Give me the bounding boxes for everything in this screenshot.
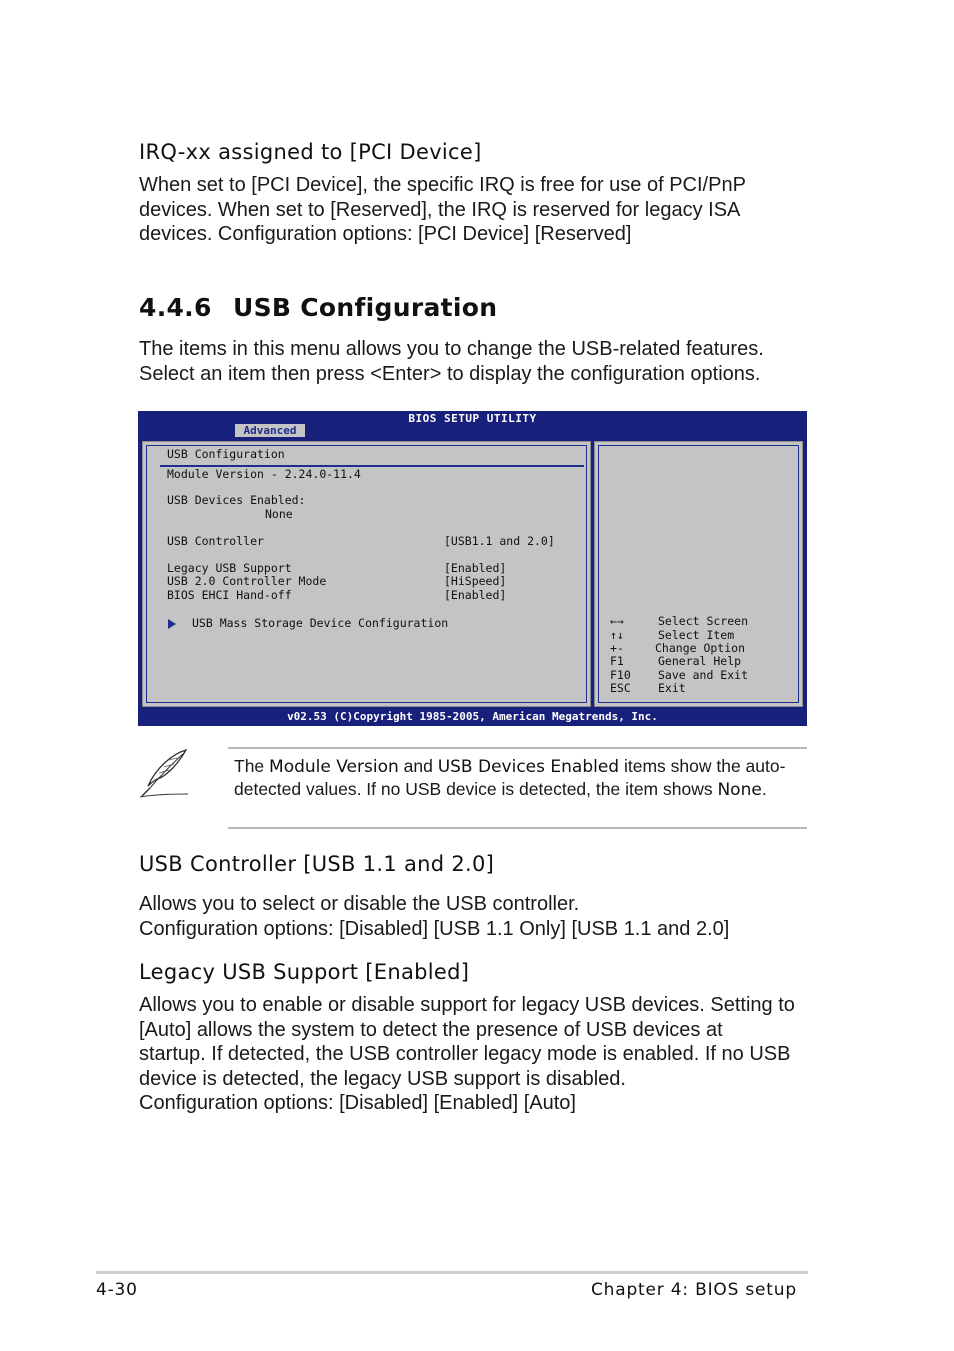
note-top-rule xyxy=(228,747,807,749)
bios-module-version: Module Version - 2.24.0-11.4 xyxy=(167,467,361,481)
usb-controller-heading: USB Controller [USB 1.1 and 2.0] xyxy=(139,852,495,876)
submenu-arrow-icon xyxy=(168,619,176,629)
key-exit: Exit xyxy=(658,681,686,695)
note-term-usb-devices-enabled: USB Devices Enabled xyxy=(437,757,620,777)
intro-line: Select an item then press <Enter> to display the configuration options. xyxy=(139,362,761,385)
legacy-usb-line: Configuration options: [Disabled] [Enabled] [Auto] xyxy=(139,1092,576,1114)
key-change-option: Change Option xyxy=(655,641,746,655)
feather-icon xyxy=(138,748,192,800)
usb-controller-line: Configuration options: [Disabled] [USB 1.1 Only] [USB 1.1 and 2.0] xyxy=(139,917,730,940)
irq-paragraph xyxy=(139,173,746,247)
bios-panel-title: USB Configuration xyxy=(167,447,285,461)
section-number: 4.4.6 xyxy=(139,293,212,322)
section-heading xyxy=(139,293,497,322)
bios-submenu-mass-storage[interactable]: USB Mass Storage Device Configuration xyxy=(192,616,449,630)
legacy-usb-line: [Auto] allows the system to detect the presence of USB devices at xyxy=(139,1018,723,1041)
bios-item-ehci-handoff[interactable]: BIOS EHCI Hand-off xyxy=(167,588,292,602)
page-number: 4-30 xyxy=(96,1280,138,1300)
legacy-usb-line: device is detected, the legacy USB support is disabled. xyxy=(139,1067,626,1090)
irq-line: devices. Configuration options: [PCI Device] [Reserved] xyxy=(139,223,632,245)
usb-controller-line: Allows you to select or disable the USB controller. xyxy=(139,893,580,915)
usb-controller-paragraph xyxy=(139,892,729,941)
bios-screen xyxy=(138,411,807,726)
key-esc: ESC xyxy=(610,681,631,695)
bios-value-legacy-usb[interactable]: [Enabled] xyxy=(444,561,507,575)
key-select-screen: Select Screen xyxy=(658,614,749,628)
usb-intro-paragraph xyxy=(139,337,764,386)
bios-value-ehci-handoff[interactable]: [Enabled] xyxy=(444,588,507,602)
footer-rule xyxy=(96,1271,808,1274)
legacy-usb-heading: Legacy USB Support [Enabled] xyxy=(139,960,470,984)
chapter-label: Chapter 4: BIOS setup xyxy=(591,1280,797,1300)
legacy-usb-line: Allows you to enable or disable support for legacy USB devices. Setting to xyxy=(139,994,795,1016)
bios-item-usb-controller[interactable]: USB Controller xyxy=(167,534,264,548)
key-select-item: Select Item xyxy=(658,628,735,642)
tab-advanced[interactable]: Advanced xyxy=(235,424,305,437)
key-arrows-ud-icon: ↑↓ xyxy=(610,628,624,642)
irq-heading: IRQ-xx assigned to [PCI Device] xyxy=(139,140,482,164)
note-term-module-version: Module Version xyxy=(269,757,399,777)
bios-copyright: v02.53 (C)Copyright 1985-2005, American Megatrends, Inc. xyxy=(287,710,658,723)
key-general-help: General Help xyxy=(658,654,742,668)
key-arrows-lr-icon: ←→ xyxy=(610,614,624,628)
bios-title: BIOS SETUP UTILITY xyxy=(408,412,537,425)
bios-value-usb2-mode[interactable]: [HiSpeed] xyxy=(444,574,507,588)
bios-item-legacy-usb[interactable]: Legacy USB Support xyxy=(167,561,292,575)
bios-devices-value: None xyxy=(265,507,293,521)
key-save-exit: Save and Exit xyxy=(658,668,749,682)
note-text-4: . xyxy=(761,779,767,799)
irq-line: When set to [PCI Device], the specific IRQ is free for use of PCI/PnP xyxy=(139,174,746,196)
key-f10: F10 xyxy=(610,668,631,682)
note-text-1: The xyxy=(234,756,270,776)
note-term-none: None xyxy=(717,780,762,800)
section-title: USB Configuration xyxy=(233,293,498,322)
legacy-usb-line: startup. If detected, the USB controller legacy mode is enabled. If no USB xyxy=(139,1043,791,1065)
bios-devices-label: USB Devices Enabled: xyxy=(167,493,306,507)
key-plus-minus: +- xyxy=(610,641,624,655)
note-bottom-rule xyxy=(228,827,807,829)
note-text-2: and xyxy=(398,756,438,776)
note-text-3: items show the auto-detected values. If no USB device is detected, the item shows xyxy=(234,756,786,799)
intro-line: The items in this menu allows you to change the USB-related features. xyxy=(139,338,764,360)
note-text xyxy=(234,755,804,801)
bios-item-usb2-mode[interactable]: USB 2.0 Controller Mode xyxy=(167,574,327,588)
key-f1: F1 xyxy=(610,654,624,668)
bios-value-usb-controller[interactable]: [USB1.1 and 2.0] xyxy=(444,534,555,548)
legacy-usb-paragraph xyxy=(139,993,795,1116)
irq-line: devices. When set to [Reserved], the IRQ is reserved for legacy ISA xyxy=(139,198,741,221)
